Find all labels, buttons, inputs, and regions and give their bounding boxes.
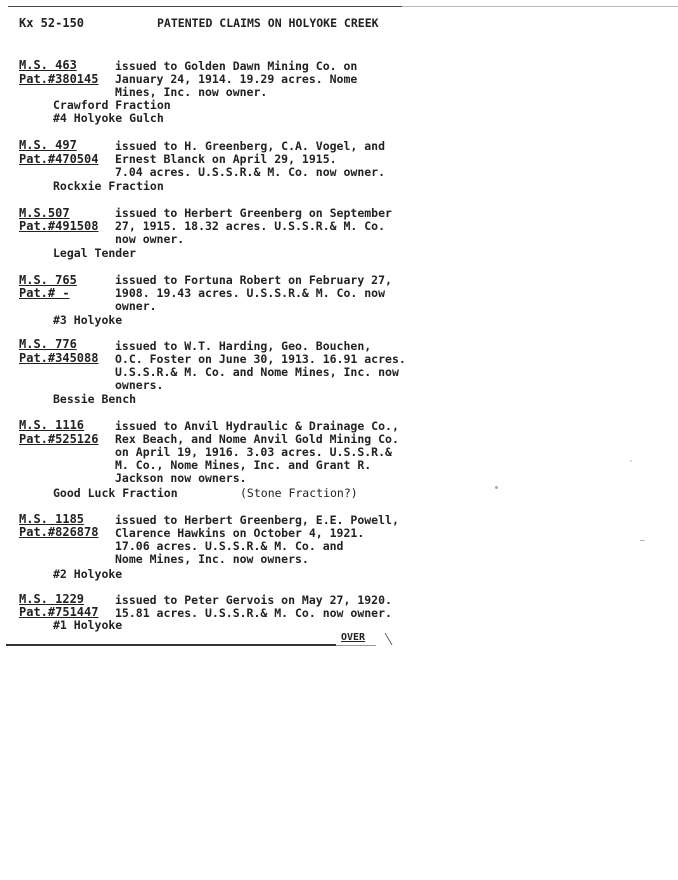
claim-text-line: Clarence Hawkins on October 4, 1921. bbox=[115, 526, 365, 540]
claim-text-line: Jackson now owners. bbox=[115, 471, 247, 485]
claim-text-line: issued to Golden Dawn Mining Co. on bbox=[115, 59, 358, 73]
claim-name: #3 Holyoke bbox=[53, 313, 123, 327]
claim-text-line: January 24, 1914. 19.29 acres. Nome bbox=[115, 72, 358, 86]
patent-number: Pat.#345088 bbox=[19, 351, 99, 365]
patent-number: Pat.#826878 bbox=[19, 525, 99, 539]
patent-number: Pat.#525126 bbox=[19, 432, 99, 446]
claim-text-line: on April 19, 1916. 3.03 acres. U.S.S.R.& bbox=[115, 445, 392, 459]
speck bbox=[640, 540, 645, 541]
claim-name: Bessie Bench bbox=[53, 392, 137, 406]
claim-name: Rockxie Fraction bbox=[53, 179, 164, 193]
claim-text-line: 15.81 acres. U.S.S.R.& M. Co. now owner. bbox=[115, 606, 392, 620]
document-title: PATENTED CLAIMS ON HOLYOKE CREEK bbox=[157, 16, 379, 30]
claim-text-line: Rex Beach, and Nome Anvil Gold Mining Co. bbox=[115, 432, 399, 446]
patent-number: Pat.#470504 bbox=[19, 152, 99, 166]
claim-text-line: issued to H. Greenberg, C.A. Vogel, and bbox=[115, 139, 386, 153]
claim-text-line: issued to Herbert Greenberg on September bbox=[115, 206, 392, 220]
bottom-rule-faint bbox=[336, 645, 376, 646]
claim-text-line: 17.06 acres. U.S.S.R.& M. Co. and bbox=[115, 539, 344, 553]
claim-text-line: now owner. bbox=[115, 232, 185, 246]
claim-text-line: M. Co., Nome Mines, Inc. and Grant R. bbox=[115, 458, 372, 472]
claim-text-line: Nome Mines, Inc. now owners. bbox=[115, 552, 309, 566]
claim-name: Crawford Fraction bbox=[53, 98, 171, 112]
mineral-survey-number: M.S.507 bbox=[19, 206, 70, 220]
claim-text-line: 1908. 19.43 acres. U.S.S.R.& M. Co. now bbox=[115, 286, 386, 300]
mineral-survey-number: M.S. 1116 bbox=[19, 418, 85, 432]
claim-text-line: issued to Herbert Greenberg, E.E. Powell, bbox=[115, 513, 399, 527]
claim-text-line: U.S.S.R.& M. Co. and Nome Mines, Inc. now bbox=[115, 365, 399, 379]
mineral-survey-number: M.S. 1185 bbox=[19, 512, 85, 526]
claim-name: Legal Tender bbox=[53, 246, 137, 260]
speck bbox=[495, 486, 498, 489]
mineral-survey-number: M.S. 463 bbox=[19, 58, 77, 72]
patent-number: Pat.# - bbox=[19, 286, 70, 300]
claim-text-line: Mines, Inc. now owner. bbox=[115, 85, 268, 99]
mineral-survey-number: M.S. 765 bbox=[19, 273, 77, 287]
claim-text-line: 27, 1915. 18.32 acres. U.S.S.R.& M. Co. bbox=[115, 219, 386, 233]
speck bbox=[630, 460, 632, 462]
claim-text-line: issued to Anvil Hydraulic & Drainage Co., bbox=[115, 419, 399, 433]
document-code: Kx 52-150 bbox=[19, 16, 85, 30]
claim-text-line: owner. bbox=[115, 299, 157, 313]
over-label: OVER bbox=[341, 632, 366, 643]
claim-name: #2 Holyoke bbox=[53, 567, 123, 581]
top-rule bbox=[8, 6, 402, 7]
mineral-survey-number: M.S. 497 bbox=[19, 138, 77, 152]
claim-note: (Stone Fraction?) bbox=[240, 486, 358, 500]
mineral-survey-number: M.S. 1229 bbox=[19, 592, 85, 606]
patent-number: Pat.#491508 bbox=[19, 219, 99, 233]
top-rule-faint bbox=[402, 6, 678, 7]
bottom-rule bbox=[6, 644, 336, 646]
claim-name: #4 Holyoke Gulch bbox=[53, 111, 164, 125]
claim-text-line: 7.04 acres. U.S.S.R.& M. Co. now owner. bbox=[115, 165, 386, 179]
patent-number: Pat.#380145 bbox=[19, 72, 99, 86]
claim-text-line: Ernest Blanck on April 29, 1915. bbox=[115, 152, 337, 166]
mineral-survey-number: M.S. 776 bbox=[19, 337, 77, 351]
claim-text-line: issued to Fortuna Robert on February 27, bbox=[115, 273, 392, 287]
claim-name: #1 Holyoke bbox=[53, 618, 123, 632]
patent-number: Pat.#751447 bbox=[19, 605, 99, 619]
claim-text-line: O.C. Foster on June 30, 1913. 16.91 acres. bbox=[115, 352, 406, 366]
claim-name: Good Luck Fraction bbox=[53, 486, 178, 500]
claim-text-line: issued to W.T. Harding, Geo. Bouchen, bbox=[115, 339, 372, 353]
claim-text-line: issued to Peter Gervois on May 27, 1920. bbox=[115, 593, 392, 607]
claim-text-line: owners. bbox=[115, 378, 164, 392]
page-mark bbox=[385, 633, 393, 646]
